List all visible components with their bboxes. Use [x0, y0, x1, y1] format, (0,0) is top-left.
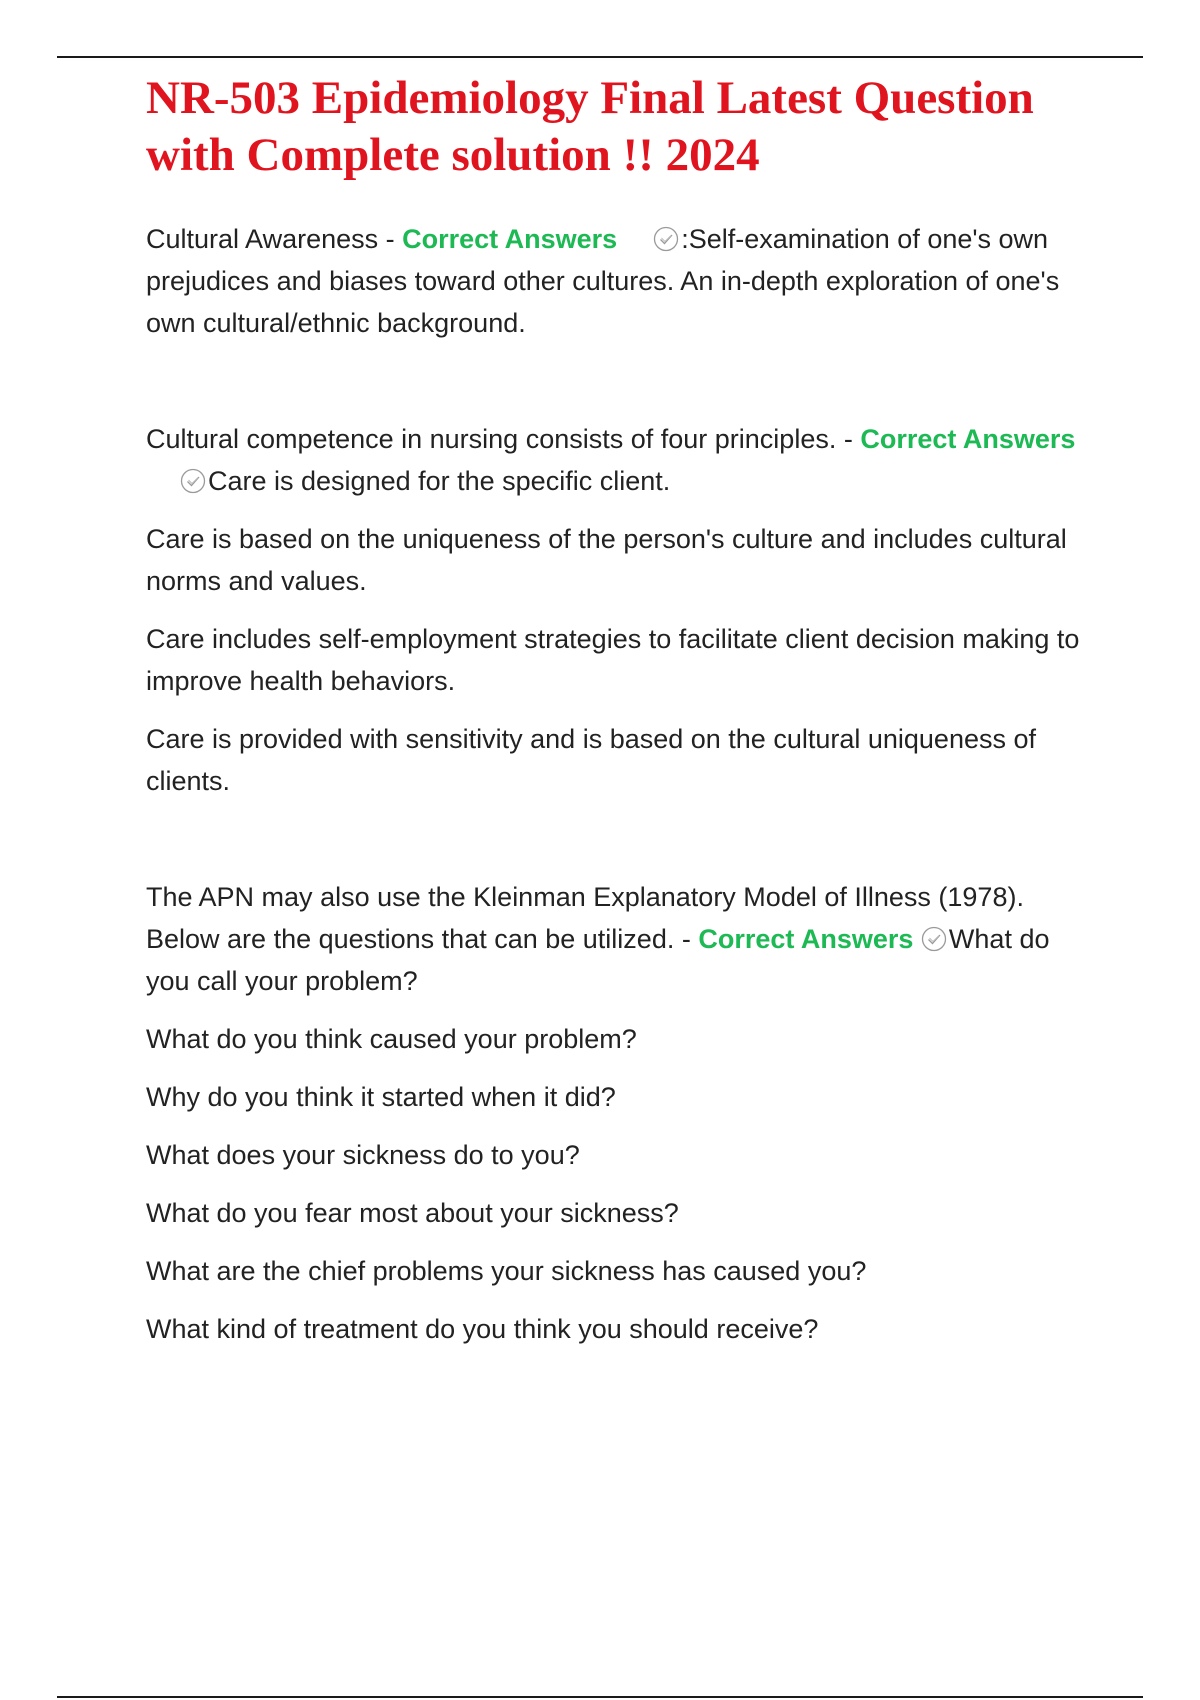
check-circle-icon [653, 226, 679, 252]
check-circle-icon [921, 926, 947, 952]
top-rule [57, 56, 1143, 58]
bottom-rule [57, 1696, 1143, 1698]
answer-line: What do you think caused your problem? [146, 1024, 637, 1054]
question-text: Cultural Awareness - [146, 224, 403, 254]
question-text: The APN may also use the Kleinman Explanatory Model of Illness (1978). Below are the questions that can be utilized. - [146, 882, 1024, 954]
answer-line: Care is based on the uniqueness of the person's culture and includes cultural norms and values. [146, 524, 1067, 596]
answer-line: What does your sickness do to you? [146, 1140, 580, 1170]
correct-answers-label: Correct Answers [402, 224, 618, 254]
qa-item-1 [146, 218, 1091, 344]
answer-line: Care is provided with sensitivity and is based on the cultural uniqueness of clients. [146, 724, 1036, 796]
answer-text: What do you call your problem? [146, 924, 1050, 996]
answer-text: Care is designed for the specific client. [208, 466, 671, 496]
answer-line: What kind of treatment do you think you should receive? [146, 1314, 819, 1344]
qa-item-3 [146, 876, 1091, 1002]
check-circle-icon [180, 468, 206, 494]
answer-line: Care includes self-employment strategies to facilitate client decision making to improve health behaviors. [146, 624, 1080, 696]
question-text: Cultural competence in nursing consists of four principles. - [146, 424, 861, 454]
correct-answers-label: Correct Answers [698, 924, 914, 954]
qa-item-2 [146, 418, 1091, 502]
document-body [146, 70, 1091, 1350]
answer-line: What are the chief problems your sickness has caused you? [146, 1256, 867, 1286]
document-title: NR-503 Epidemiology Final Latest Question with Complete solution !! 2024 [146, 72, 1034, 181]
answer-text: :Self-examination of one's own prejudices and biases toward other cultures. An in-depth exploration of one's own cultural/ethnic background. [146, 224, 1060, 338]
answer-line: What do you fear most about your sickness? [146, 1198, 679, 1228]
answer-line: Why do you think it started when it did? [146, 1082, 616, 1112]
correct-answers-label: Correct Answers [860, 424, 1076, 454]
